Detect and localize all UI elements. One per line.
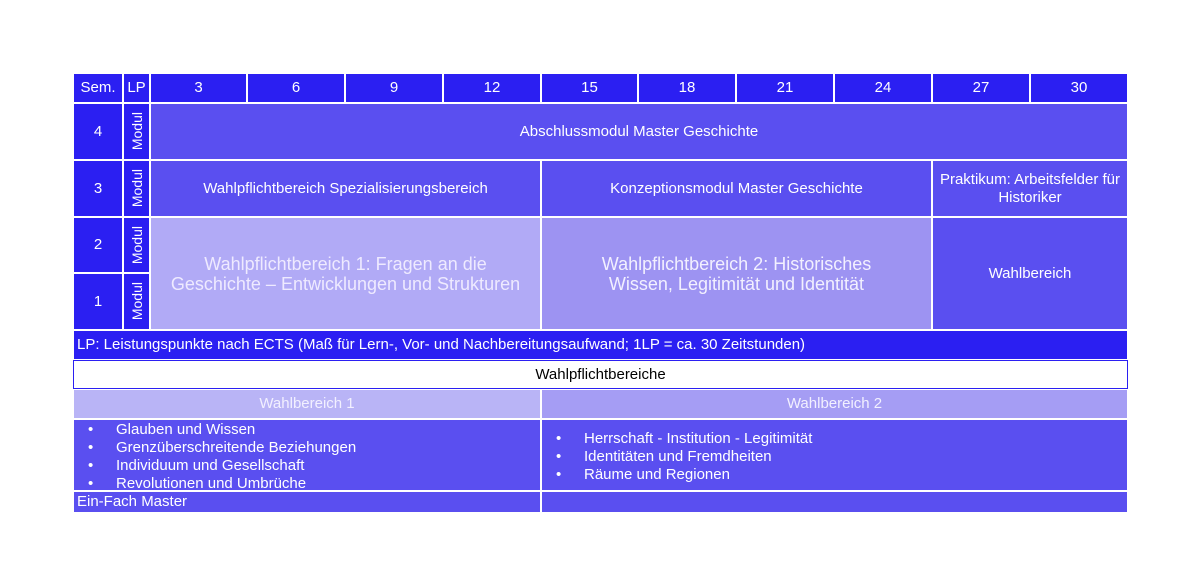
module-praktikum: Praktikum: Arbeitsfelder für Historiker [932, 160, 1128, 217]
wahlbereich-1-list [73, 419, 541, 491]
list-item: • Individuum und Gesellschaft [74, 457, 356, 475]
modul-label: Modul [123, 160, 150, 217]
lp-value: 15 [541, 73, 638, 103]
footer-empty-cell [541, 491, 1128, 513]
wahlbereich-1-header: Wahlbereich 1 [73, 389, 541, 419]
lp-footnote: LP: Leistungspunkte nach ECTS (Maß für Lern-, Vor- und Nachbereitungsaufwand; 1LP = ca. 30 Zeitstunden) [73, 330, 1128, 360]
module-konzeption: Konzeptionsmodul Master Geschichte [541, 160, 932, 217]
semester-number: 2 [73, 217, 123, 273]
lp-value: 27 [932, 73, 1030, 103]
module-wahlpflicht-1: Wahlpflichtbereich 1: Fragen an die Geschichte – Entwicklungen und Strukturen [150, 217, 541, 330]
modul-label: Modul [123, 103, 150, 160]
lp-value: 30 [1030, 73, 1128, 103]
list-item: • Revolutionen und Umbrüche [74, 475, 356, 491]
list-item: • Glauben und Wissen [74, 421, 356, 439]
modul-label: Modul [123, 217, 150, 273]
sem-header: Sem. [73, 73, 123, 103]
ein-fach-master-label: Ein-Fach Master [73, 491, 541, 513]
study-plan-table [72, 72, 1127, 514]
lp-value: 24 [834, 73, 932, 103]
module-abschluss: Abschlussmodul Master Geschichte [150, 103, 1128, 160]
module-spezialisierung: Wahlpflichtbereich Spezialisierungsbereich [150, 160, 541, 217]
semester-number: 1 [73, 273, 123, 330]
module-wahlbereich: Wahlbereich [932, 217, 1128, 330]
lp-value: 18 [638, 73, 736, 103]
list-item: • Grenzüberschreitende Beziehungen [74, 439, 356, 457]
wahlbereich-2-header: Wahlbereich 2 [541, 389, 1128, 419]
lp-value: 9 [345, 73, 443, 103]
lp-header: LP [123, 73, 150, 103]
wahlbereich-2-list [541, 419, 1128, 491]
lp-value: 12 [443, 73, 541, 103]
lp-value: 3 [150, 73, 247, 103]
list-item: • Räume und Regionen [542, 466, 812, 484]
wahlpflicht-title: Wahlpflichtbereiche [73, 360, 1128, 389]
module-wahlpflicht-2: Wahlpflichtbereich 2: Historisches Wissen, Legitimität und Identität [541, 217, 932, 330]
list-item: • Herrschaft - Institution - Legitimität [542, 430, 812, 448]
list-item: • Identitäten und Fremdheiten [542, 448, 812, 466]
lp-value: 21 [736, 73, 834, 103]
modul-label: Modul [123, 273, 150, 330]
lp-value: 6 [247, 73, 345, 103]
semester-number: 3 [73, 160, 123, 217]
semester-number: 4 [73, 103, 123, 160]
